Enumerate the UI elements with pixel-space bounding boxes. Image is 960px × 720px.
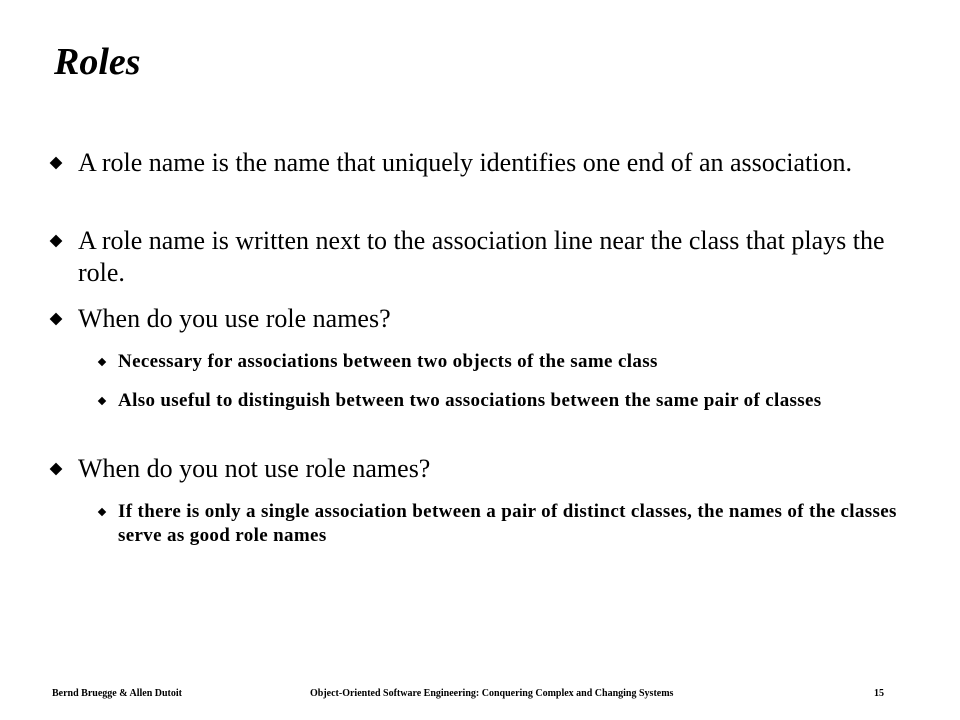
subbullet-3-text: If there is only a single association between a pair of distinct classes, the names of the classes serve as good role names	[118, 501, 897, 546]
diamond-bullet-icon	[50, 157, 62, 169]
footer-book-title: Object-Oriented Software Engineering: Conquering Complex and Changing Systems	[310, 688, 674, 699]
small-diamond-bullet-icon	[98, 508, 106, 516]
bullet-1-text: A role name is the name that uniquely identifies one end of an association.	[78, 148, 853, 177]
bullet-4-text: When do you not use role names?	[78, 454, 431, 483]
bullet-3-text: When do you use role names?	[78, 304, 391, 333]
diamond-bullet-icon	[50, 463, 62, 475]
diamond-bullet-icon	[50, 235, 62, 247]
bullet-2-text: A role name is written next to the association line near the class that plays the role.	[78, 226, 885, 287]
small-diamond-bullet-icon	[98, 358, 106, 366]
footer-authors: Bernd Bruegge & Allen Dutoit	[52, 688, 182, 699]
subbullet-1-text: Necessary for associations between two objects of the same class	[118, 351, 658, 372]
subbullet-2-text: Also useful to distinguish between two associations between the same pair of classes	[118, 390, 822, 411]
page-number: 15	[874, 688, 884, 699]
diamond-bullet-icon	[50, 313, 62, 325]
slide-title: Roles	[54, 41, 141, 83]
small-diamond-bullet-icon	[98, 397, 106, 405]
